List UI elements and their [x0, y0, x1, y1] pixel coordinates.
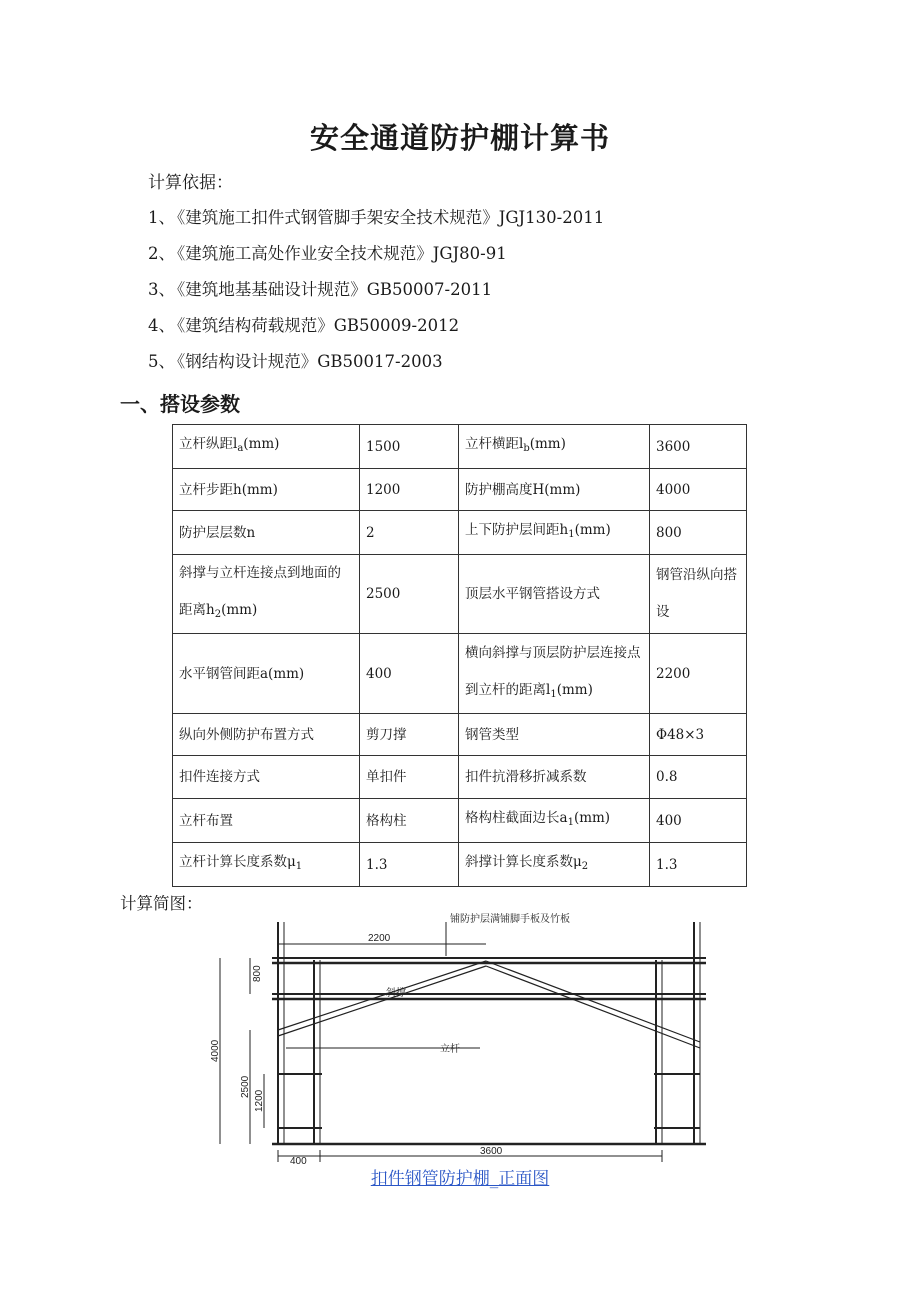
param-key: 立杆计算长度系数$\mu_1$ — [173, 843, 360, 887]
parameter-table — [172, 424, 747, 887]
reference-number: 4、 — [148, 316, 175, 335]
section-title: 一、搭设参数 — [120, 392, 240, 416]
param-key: 钢管类型 — [459, 714, 650, 756]
table-row — [173, 555, 747, 634]
reference-item — [148, 348, 443, 372]
reference-item — [148, 204, 604, 228]
brace-right — [486, 961, 700, 1042]
param-key: 纵向外侧防护布置方式 — [173, 714, 360, 756]
param-key: 立杆横距$l_b(mm)$ — [459, 425, 650, 469]
table-row — [173, 799, 747, 843]
param-key: 立杆纵距$l_a(mm)$ — [173, 425, 360, 469]
param-value: 钢管沿纵向搭 设 — [650, 555, 747, 634]
reference-text: 《钢结构设计规范》GB50017-2003 — [177, 352, 443, 371]
dim-400-text: 400 — [290, 1156, 307, 1164]
reference-number: 2、 — [148, 244, 175, 263]
param-value: 1.3 — [650, 843, 747, 887]
param-value: 2 — [360, 511, 459, 555]
dim-800-text: 800 — [252, 965, 263, 982]
dim-1200-text: 1200 — [254, 1089, 265, 1112]
structure-diagram — [210, 912, 710, 1164]
table-row — [173, 714, 747, 756]
reference-number: 1、 — [148, 208, 175, 227]
diagram-label: 计算简图： — [120, 894, 203, 913]
dim-2500-text: 2500 — [240, 1075, 251, 1098]
figure-caption[interactable]: 扣件钢管防护棚_正面图 — [370, 1169, 550, 1189]
brace-right-edge — [486, 966, 700, 1048]
brace-left-edge — [278, 966, 486, 1036]
brace-text: 斜撑 — [386, 988, 406, 999]
table-row — [173, 843, 747, 887]
dim-2200-text: 2200 — [368, 933, 391, 944]
dim-4000-text: 4000 — [210, 1039, 221, 1062]
param-key: 水平钢管间距a(mm) — [173, 634, 360, 714]
table-row — [173, 469, 747, 511]
param-key: 横向斜撑与顶层防护层连接点 到立杆的距离$l_1(mm)$ — [459, 634, 650, 714]
param-value: 4000 — [650, 469, 747, 511]
param-key: 扣件连接方式 — [173, 756, 360, 799]
table-row — [173, 634, 747, 714]
param-key: 扣件抗滑移折减系数 — [459, 756, 650, 799]
param-value: 400 — [360, 634, 459, 714]
reference-number: 5、 — [148, 352, 175, 371]
reference-number: 3、 — [148, 280, 175, 299]
reference-item — [148, 312, 459, 336]
param-value: 400 — [650, 799, 747, 843]
reference-item — [148, 240, 507, 264]
table-row — [173, 511, 747, 555]
param-value: 1.3 — [360, 843, 459, 887]
reference-text: 《建筑地基基础设计规范》GB50007-2011 — [177, 280, 493, 299]
top-note-text: 铺防护层满铺脚手板及竹板 — [450, 914, 570, 925]
brace-left — [278, 961, 486, 1030]
reference-item — [148, 276, 492, 300]
table-row — [173, 756, 747, 799]
basis-label: 计算依据： — [148, 173, 233, 193]
param-key: 立杆布置 — [173, 799, 360, 843]
param-key: 防护棚高度H(mm) — [459, 469, 650, 511]
param-key: 斜撑计算长度系数$\mu_2$ — [459, 843, 650, 887]
param-value: 2500 — [360, 555, 459, 634]
param-value: 剪刀撑 — [360, 714, 459, 756]
pole-text: 立杆 — [440, 1044, 460, 1055]
reference-text: 《建筑施工高处作业安全技术规范》JGJ80-91 — [177, 244, 507, 263]
reference-text: 《建筑施工扣件式钢管脚手架安全技术规范》JGJ130-2011 — [177, 208, 605, 227]
param-value: 格构柱 — [360, 799, 459, 843]
param-key: 上下防护层间距$h_1(mm)$ — [459, 511, 650, 555]
reference-text: 《建筑结构荷载规范》GB50009-2012 — [177, 316, 460, 335]
param-value: 1200 — [360, 469, 459, 511]
param-value: 1500 — [360, 425, 459, 469]
param-value: Φ48×3 — [650, 714, 747, 756]
param-value: 单扣件 — [360, 756, 459, 799]
param-key: 顶层水平钢管搭设方式 — [459, 555, 650, 634]
param-key: 斜撑与立杆连接点到地面的 距离$h_2(mm)$ — [173, 555, 360, 634]
table-row — [173, 425, 747, 469]
param-value: 2200 — [650, 634, 747, 714]
param-value: 3600 — [650, 425, 747, 469]
param-key: 防护层层数n — [173, 511, 360, 555]
param-value: 0.8 — [650, 756, 747, 799]
page-title: 安全通道防护棚计算书 — [309, 121, 610, 155]
dim-3600-text: 3600 — [480, 1146, 503, 1157]
param-key: 立杆步距h(mm) — [173, 469, 360, 511]
param-value: 800 — [650, 511, 747, 555]
param-key: 格构柱截面边长$a_1(mm)$ — [459, 799, 650, 843]
